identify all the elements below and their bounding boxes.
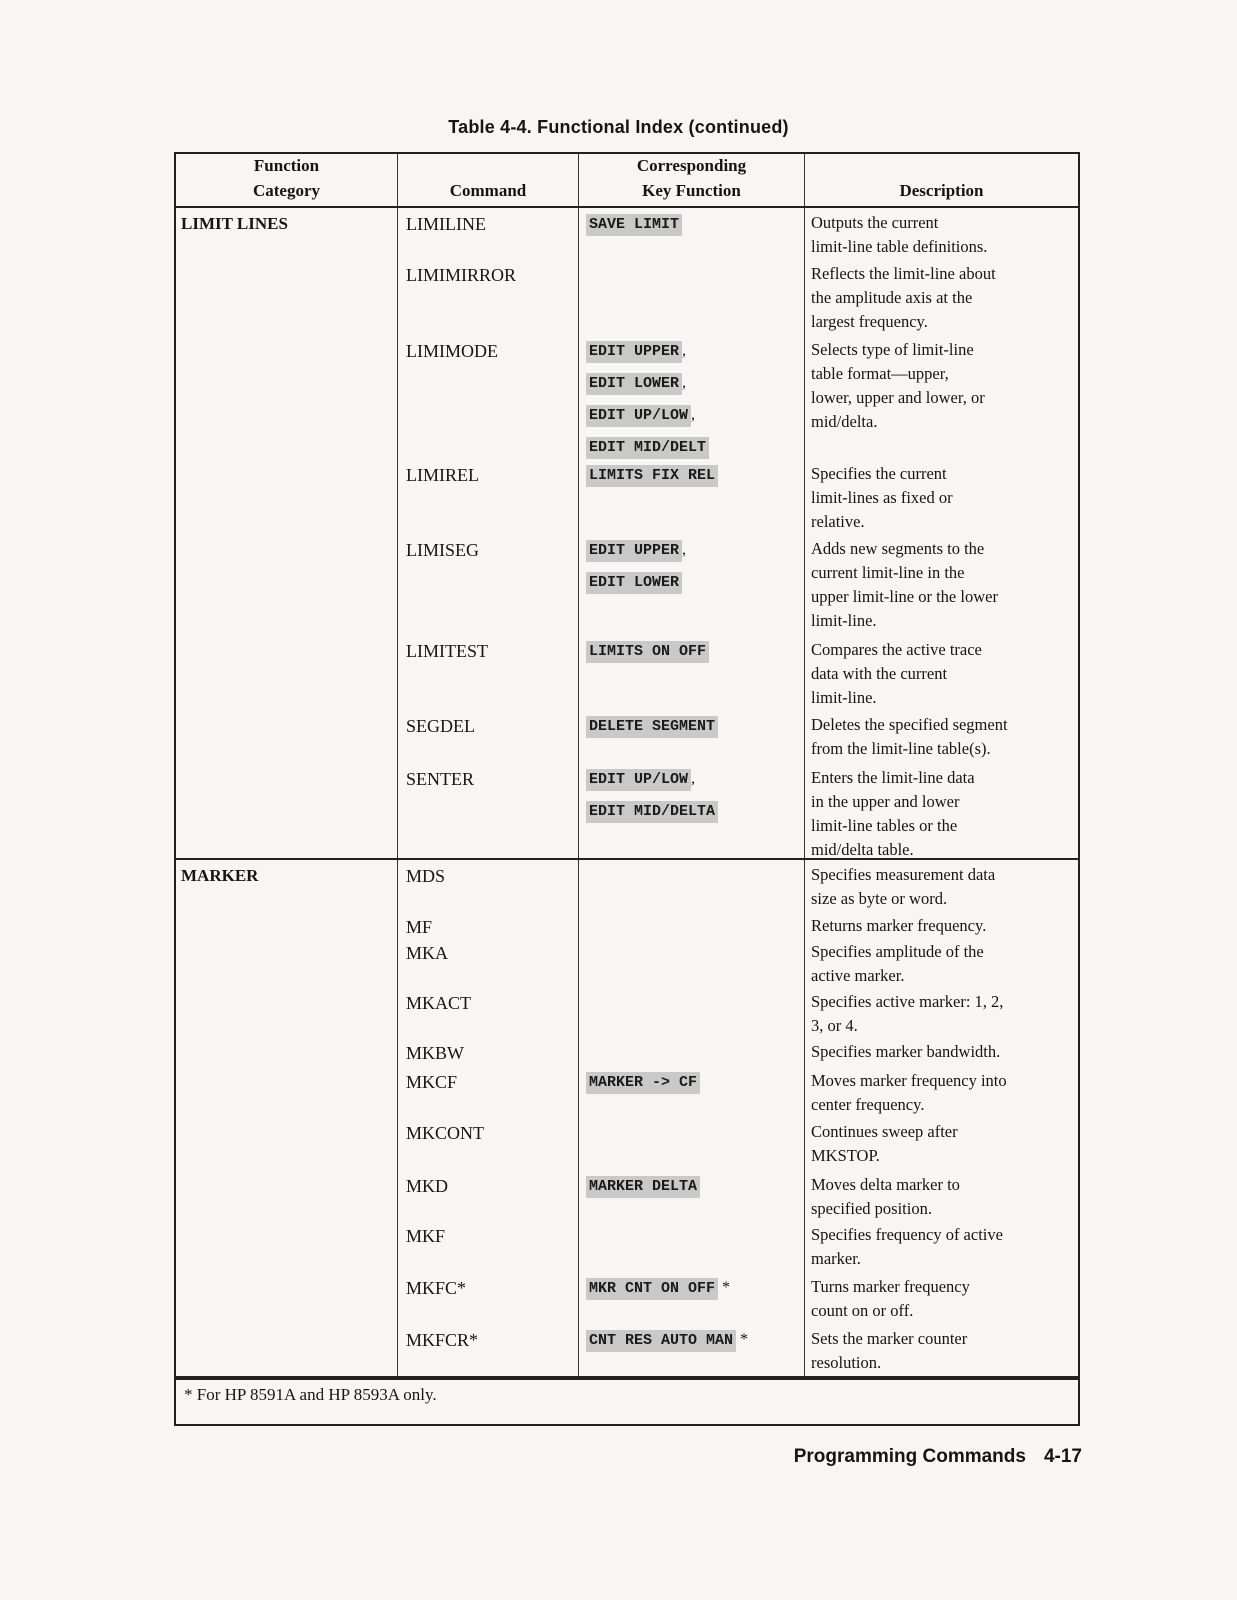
functional-index-table xyxy=(174,152,1080,1426)
function-category: LIMIT LINES xyxy=(176,208,398,858)
command-name: LIMILINE xyxy=(406,214,486,234)
key-function-cell xyxy=(579,937,804,987)
page-footer xyxy=(794,1446,1082,1468)
command-name: MKF xyxy=(406,1226,446,1246)
key-function-cell xyxy=(579,208,804,259)
key-line xyxy=(586,635,804,667)
key-line xyxy=(586,459,804,491)
table-title: Table 4-4. Functional Index (continued) xyxy=(448,117,789,137)
description-line: Specifies the current xyxy=(811,464,947,483)
description-line: Outputs the current xyxy=(811,213,939,232)
key-line xyxy=(586,335,804,367)
description-line: Specifies active marker: 1, 2, xyxy=(811,992,1004,1011)
key-function-cell xyxy=(579,1272,804,1324)
description-line: Adds new segments to the xyxy=(811,539,985,558)
header-text: Corresponding xyxy=(636,156,747,175)
description-line: specified position. xyxy=(811,1199,932,1218)
command-name: LIMIMODE xyxy=(406,341,498,361)
description-line: count on or off. xyxy=(811,1301,914,1320)
key-function-cell xyxy=(579,1170,804,1220)
softkey-label: LIMITS ON OFF xyxy=(586,641,709,663)
command-column xyxy=(398,860,579,1376)
description-cell xyxy=(805,1170,1078,1220)
header-text: Description xyxy=(899,181,984,200)
key-function-cell xyxy=(579,1066,804,1117)
description-cell xyxy=(805,937,1078,987)
description-cell xyxy=(805,1220,1078,1272)
description-line: Sets the marker counter xyxy=(811,1329,968,1348)
key-function-cell xyxy=(579,860,804,911)
description-line: Moves marker frequency into xyxy=(811,1071,1007,1090)
description-line: 3, or 4. xyxy=(811,1016,858,1035)
description-line: Compares the active trace xyxy=(811,640,982,659)
softkey-label: MARKER DELTA xyxy=(586,1176,700,1198)
description-cell xyxy=(805,335,1078,459)
softkey-label: DELETE SEGMENT xyxy=(586,716,718,738)
description-line: from the limit-line table(s). xyxy=(811,739,991,758)
footnote-marker: * xyxy=(740,1331,749,1348)
description-line: mid/delta table. xyxy=(811,840,914,859)
description-line: table format—upper, xyxy=(811,364,949,383)
separator: , xyxy=(691,406,696,423)
description-line: current limit-line in the xyxy=(811,563,965,582)
description-line: Turns marker frequency xyxy=(811,1277,970,1296)
description-cell xyxy=(805,1037,1078,1066)
command-name: MKBW xyxy=(406,1043,464,1063)
description-line: relative. xyxy=(811,512,865,531)
header-command xyxy=(398,154,579,206)
command-name: SEGDEL xyxy=(406,716,475,736)
command-name: LIMISEG xyxy=(406,540,479,560)
command-name: LIMITEST xyxy=(406,641,488,661)
description-cell xyxy=(805,987,1078,1037)
description-cell xyxy=(805,1272,1078,1324)
key-function-cell xyxy=(579,987,804,1037)
key-line xyxy=(586,710,804,742)
key-line xyxy=(586,795,804,827)
key-function-cell xyxy=(579,710,804,763)
description-cell xyxy=(805,635,1078,710)
description-line: Returns marker frequency. xyxy=(811,916,987,935)
softkey-label: EDIT MID/DELT xyxy=(586,437,709,459)
group-row xyxy=(176,208,1078,860)
key-line xyxy=(586,399,804,431)
description-cell xyxy=(805,1324,1078,1376)
description-line: the amplitude axis at the xyxy=(811,288,973,307)
description-cell xyxy=(805,763,1078,858)
separator: , xyxy=(682,342,687,359)
description-cell xyxy=(805,534,1078,635)
description-line: Selects type of limit-line xyxy=(811,340,974,359)
header-text: Command xyxy=(449,181,527,200)
description-line: Reflects the limit-line about xyxy=(811,264,996,283)
key-function-cell xyxy=(579,1220,804,1272)
description-line: limit-line. xyxy=(811,688,877,707)
description-line: mid/delta. xyxy=(811,412,878,431)
command-name: MKCONT xyxy=(406,1123,485,1143)
description-line: limit-line. xyxy=(811,611,877,630)
description-line: upper limit-line or the lower xyxy=(811,587,998,606)
page-number: 4-17 xyxy=(1043,1446,1082,1467)
separator: , xyxy=(682,541,687,558)
softkey-label: EDIT MID/DELTA xyxy=(586,801,718,823)
separator: , xyxy=(682,374,687,391)
command-name: MDS xyxy=(406,866,446,886)
description-line: active marker. xyxy=(811,966,905,985)
description-line: marker. xyxy=(811,1249,861,1268)
description-line: in the upper and lower xyxy=(811,792,960,811)
description-line: limit-lines as fixed or xyxy=(811,488,953,507)
description-line: Continues sweep after xyxy=(811,1122,958,1141)
command-column xyxy=(398,208,579,858)
command-name: MKA xyxy=(406,943,449,963)
softkey-label: SAVE LIMIT xyxy=(586,214,682,236)
description-line: resolution. xyxy=(811,1353,882,1372)
softkey-label: MARKER -> CF xyxy=(586,1072,700,1094)
command-name: LIMIMIRROR xyxy=(406,265,517,285)
key-line xyxy=(586,1170,804,1202)
description-cell xyxy=(805,1117,1078,1170)
description-cell xyxy=(805,860,1078,911)
header-function-category xyxy=(176,154,398,206)
key-function-cell xyxy=(579,1037,804,1066)
description-line: limit-line tables or the xyxy=(811,816,958,835)
softkey-label: EDIT LOWER xyxy=(586,572,682,594)
description-line: center frequency. xyxy=(811,1095,925,1114)
key-line xyxy=(586,1324,804,1356)
softkey-label: EDIT UP/LOW xyxy=(586,405,691,427)
description-line: data with the current xyxy=(811,664,948,683)
command-name: SENTER xyxy=(406,769,475,789)
header-text: Category xyxy=(252,181,321,200)
key-line xyxy=(586,534,804,566)
table-body xyxy=(176,208,1078,1378)
description-cell xyxy=(805,259,1078,335)
description-line: limit-line table definitions. xyxy=(811,237,988,256)
key-function-cell xyxy=(579,259,804,335)
key-function-cell xyxy=(579,335,804,459)
key-line xyxy=(586,763,804,795)
description-line: Enters the limit-line data xyxy=(811,768,975,787)
key-function-cell xyxy=(579,459,804,534)
header-text: Key Function xyxy=(642,181,741,200)
command-name: MKFCR* xyxy=(406,1330,479,1350)
key-function-cell xyxy=(579,1324,804,1376)
key-line xyxy=(586,367,804,399)
command-name: MKFC* xyxy=(406,1278,467,1298)
softkey-label: EDIT UP/LOW xyxy=(586,769,691,791)
key-line xyxy=(586,566,804,598)
description-line: Specifies measurement data xyxy=(811,865,996,884)
key-function-column xyxy=(579,860,805,1376)
softkey-label: MKR CNT ON OFF xyxy=(586,1278,718,1300)
command-name: MKCF xyxy=(406,1072,458,1092)
footnote-marker: * xyxy=(722,1279,731,1296)
description-cell xyxy=(805,911,1078,937)
description-line: Specifies marker bandwidth. xyxy=(811,1042,1001,1061)
description-column xyxy=(805,860,1078,1376)
softkey-label: EDIT UPPER xyxy=(586,341,682,363)
key-line xyxy=(586,1066,804,1098)
softkey-label: LIMITS FIX REL xyxy=(586,465,718,487)
softkey-label: EDIT UPPER xyxy=(586,540,682,562)
softkey-label: EDIT LOWER xyxy=(586,373,682,395)
table-header-row xyxy=(176,154,1078,208)
description-cell xyxy=(805,710,1078,763)
description-cell xyxy=(805,1066,1078,1117)
key-function-cell xyxy=(579,1117,804,1170)
group-row xyxy=(176,860,1078,1378)
description-column xyxy=(805,208,1078,858)
function-category: MARKER xyxy=(176,860,398,1376)
description-cell xyxy=(805,208,1078,259)
key-line xyxy=(586,1272,804,1304)
header-key-function xyxy=(579,154,805,206)
description-line: Deletes the specified segment xyxy=(811,715,1008,734)
command-name: MF xyxy=(406,917,433,937)
key-function-cell xyxy=(579,534,804,635)
description-line: MKSTOP. xyxy=(811,1146,880,1165)
command-name: MKACT xyxy=(406,993,472,1013)
separator: , xyxy=(691,770,696,787)
description-line: Specifies frequency of active xyxy=(811,1225,1003,1244)
description-cell xyxy=(805,459,1078,534)
description-line: largest frequency. xyxy=(811,312,928,331)
command-name: MKD xyxy=(406,1176,449,1196)
command-name: LIMIREL xyxy=(406,465,479,485)
description-line: Specifies amplitude of the xyxy=(811,942,984,961)
softkey-label: CNT RES AUTO MAN xyxy=(586,1330,736,1352)
header-text: Function xyxy=(253,156,320,175)
section-name: Programming Commands xyxy=(793,1446,1026,1467)
description-line: Moves delta marker to xyxy=(811,1175,960,1194)
key-function-cell xyxy=(579,635,804,710)
header-description xyxy=(805,154,1078,206)
key-line xyxy=(586,208,804,240)
key-function-cell xyxy=(579,911,804,937)
key-function-column xyxy=(579,208,805,858)
description-line: size as byte or word. xyxy=(811,889,948,908)
footnote: * For HP 8591A and HP 8593A only. xyxy=(176,1378,1078,1424)
description-line: lower, upper and lower, or xyxy=(811,388,985,407)
key-function-cell xyxy=(579,763,804,858)
